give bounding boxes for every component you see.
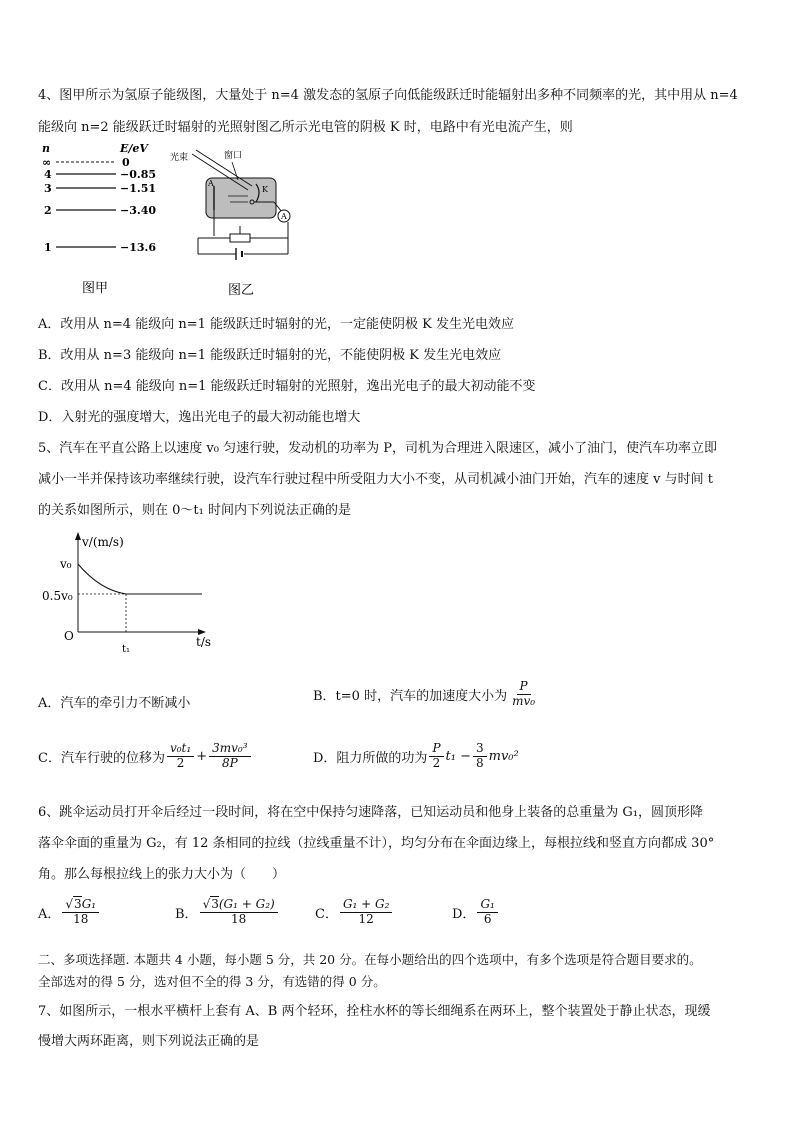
q6a-frac bbox=[62, 898, 99, 927]
q6d-num: G₁ bbox=[477, 898, 497, 913]
q5d-f2-den: 8 bbox=[475, 755, 484, 770]
decay-curve bbox=[78, 564, 126, 594]
q6b-num: √3(G₁ + G₂) bbox=[200, 898, 278, 913]
q6-stem-line3: 角。那么每根拉线上的张力大小为（ ） bbox=[38, 867, 286, 882]
q6c-label: C． bbox=[315, 906, 338, 922]
label-half-v0: 0.5v₀ bbox=[42, 589, 73, 603]
q5-stem-line3: 的关系如图所示，则在 0～t₁ 时间内下列说法正确的是 bbox=[38, 503, 351, 518]
caption-jia: 图甲 bbox=[82, 281, 109, 296]
q5-option-a: A．汽车的牵引力不断减小 bbox=[38, 696, 191, 711]
q6c-frac bbox=[340, 898, 392, 927]
section2-line1: 二、多项选择题. 本题共 4 小题，每小题 5 分，共 20 分。在每小题给出的四个选项中，有多个选项是符合题目要求的。 bbox=[38, 952, 702, 967]
q4-stem-line2: 能级向 n=2 能级跃迁时辐射的光照射图乙所示光电管的阴极 K 时，电路中有光电流产生，则 bbox=[38, 120, 573, 135]
level-4-n: 4 bbox=[44, 168, 52, 181]
q6d-den: 6 bbox=[483, 911, 492, 926]
rheostat-icon bbox=[230, 234, 250, 242]
label-light-beam: 光束 bbox=[170, 153, 189, 163]
label-cathode: K bbox=[262, 185, 268, 194]
level-3-e: −1.51 bbox=[120, 182, 157, 195]
q4-stem-line1: 4、图甲所示为氢原子能级图，大量处于 n=4 激发态的氢原子向低能级跃迁时能辐射出多种不同频率的光，其中用从 n=4 bbox=[38, 88, 738, 103]
q5c-f2-num: 3mv₀³ bbox=[209, 742, 250, 757]
q4-option-d: D．入射光的强度增大，逸出光电子的最大初动能也增大 bbox=[38, 410, 361, 425]
q6-option-a bbox=[38, 898, 101, 927]
q6b-frac bbox=[200, 898, 278, 927]
label-t1: t₁ bbox=[122, 644, 131, 655]
q6-option-b bbox=[175, 898, 280, 927]
q5c-f1-den: 2 bbox=[176, 755, 185, 770]
energy-level-diagram bbox=[36, 140, 166, 300]
q6c-num: G₁ + G₂ bbox=[340, 898, 392, 913]
level-2-e: −3.40 bbox=[120, 204, 157, 217]
q5b-den: mv₀ bbox=[512, 693, 536, 708]
level-inf-n: ∞ bbox=[42, 156, 52, 169]
label-anode: A bbox=[208, 179, 214, 188]
window-pointer bbox=[232, 162, 238, 180]
q6c-den: 12 bbox=[358, 911, 374, 926]
q4-option-c: C．改用从 n=4 能级向 n=1 能级跃迁时辐射的光照射，逸出光电子的最大初动能不变 bbox=[38, 379, 536, 394]
section2-line2: 全部选对的得 5 分，选对但不全的得 3 分，有选错的得 0 分。 bbox=[38, 974, 386, 989]
q5d-frac1 bbox=[429, 742, 443, 771]
q5c-f1-num: v₀t₁ bbox=[167, 742, 194, 757]
q4-option-b: B．改用从 n=3 能级向 n=1 能级跃迁时辐射的光，不能使阴极 K 发生光电效应 bbox=[38, 348, 502, 363]
y-axis-arrow bbox=[75, 532, 81, 540]
q5d-f1-den: 2 bbox=[432, 755, 441, 770]
level-inf-e: 0 bbox=[122, 156, 130, 169]
y-axis-label: v/(m/s) bbox=[82, 535, 124, 549]
q5-option-c-prefix: C．汽车行驶的位移为 bbox=[38, 750, 165, 766]
q5d-f2-num: 3 bbox=[473, 742, 487, 757]
q5-option-d-prefix: D．阻力所做的功为 bbox=[313, 750, 428, 766]
energy-n-header: n bbox=[42, 142, 50, 155]
q6-option-c bbox=[315, 898, 394, 927]
q5-stem-line1: 5、汽车在平直公路上以速度 v₀ 匀速行驶，发动机的功率为 P，司机为合理进入限速区，减小了油门，使汽车功率立即 bbox=[38, 441, 717, 456]
q7-stem-line1: 7、如图所示，一根水平横杆上套有 A、B 两个轻环，拴柱水杯的等长细绳系在两环上，整个装置处于静止状态，现缓 bbox=[38, 1004, 711, 1019]
q6a-label: A． bbox=[38, 906, 61, 922]
q5c-plus: + bbox=[196, 748, 208, 764]
q5d-t-minus: t₁ − bbox=[445, 748, 471, 764]
q5-option-b bbox=[313, 680, 540, 709]
q5d-frac2 bbox=[473, 742, 487, 771]
q5d-tail: mv₀² bbox=[488, 748, 519, 764]
q6a-root: 3 bbox=[74, 897, 82, 911]
q6a-den: 18 bbox=[73, 911, 89, 926]
phototube-body bbox=[206, 178, 276, 218]
label-origin: O bbox=[64, 629, 74, 643]
q6b-den: 18 bbox=[230, 911, 247, 926]
x-axis-label: t/s bbox=[196, 635, 212, 649]
q7-stem-line2: 慢增大两环距离，则下列说法正确的是 bbox=[38, 1034, 260, 1049]
q5d-f1-num: P bbox=[429, 742, 443, 757]
q6b-rest: (G₁ + G₂) bbox=[218, 897, 275, 911]
q6d-label: D． bbox=[452, 906, 476, 922]
q6b-root: 3 bbox=[211, 897, 219, 911]
ammeter-label: A bbox=[281, 212, 287, 221]
q5-option-b-prefix: B．t=0 时，汽车的加速度大小为 bbox=[313, 688, 508, 704]
q5-option-c bbox=[38, 742, 253, 771]
q5-option-b-fraction bbox=[509, 680, 538, 709]
q6d-frac bbox=[477, 898, 497, 927]
velocity-time-graph bbox=[38, 528, 228, 662]
level-4-e: −0.85 bbox=[120, 168, 157, 181]
level-1-e: −13.6 bbox=[120, 241, 157, 254]
q5c-f2-den: 8P bbox=[221, 755, 238, 770]
phototube-circuit bbox=[168, 146, 298, 300]
q5c-frac2 bbox=[209, 742, 250, 771]
q4-option-a: A．改用从 n=4 能级向 n=1 能级跃迁时辐射的光，一定能使阴极 K 发生光电效应 bbox=[38, 317, 514, 332]
q5c-frac1 bbox=[167, 742, 194, 771]
label-v0: v₀ bbox=[60, 557, 72, 571]
level-3-n: 3 bbox=[44, 182, 52, 195]
label-window: 窗口 bbox=[224, 151, 243, 161]
q6b-label: B． bbox=[175, 906, 198, 922]
q5b-num: P bbox=[517, 680, 531, 695]
q6-option-d bbox=[452, 898, 500, 927]
caption-yi: 图乙 bbox=[228, 283, 255, 298]
q5-option-d bbox=[313, 742, 519, 771]
q6a-rest: G₁ bbox=[81, 897, 97, 911]
q5-stem-line2: 减小一半并保持该功率继续行驶，设汽车行驶过程中所受阻力大小不变，从司机减小油门开始，汽车的速度 v 与时间 t bbox=[38, 472, 713, 487]
energy-e-header: E/eV bbox=[120, 142, 148, 155]
q6-stem-line2: 落伞伞面的重量为 G₂，有 12 条相同的拉线（拉线重量不计），均匀分布在伞面边缘上，每根拉线和竖直方向都成 30° bbox=[38, 836, 715, 851]
q6-stem-line1: 6、跳伞运动员打开伞后经过一段时间，将在空中保持匀速降落，已知运动员和他身上装备的总重量为 G₁，圆顶形降 bbox=[38, 805, 704, 820]
level-1-n: 1 bbox=[44, 241, 52, 254]
level-2-n: 2 bbox=[44, 204, 52, 217]
q6a-num: √3G₁ bbox=[62, 898, 99, 913]
